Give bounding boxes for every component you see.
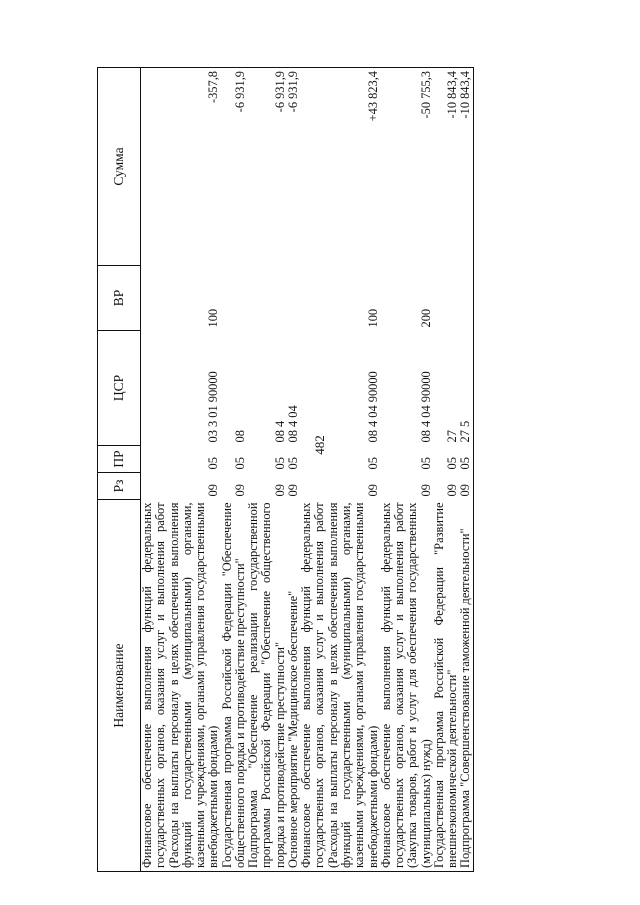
row-sum: -357,8 <box>141 68 221 266</box>
row-vr: 200 <box>418 308 433 328</box>
row-name: Финансовое обеспечение выполнения функций федеральных государственных органов, оказания услуг и выполнения работ (Закупка товаров, работ и услуг для обеспечения государственных (муниципальных) нужд) <box>380 500 433 872</box>
row-vr <box>459 266 473 331</box>
row-csr: 27 <box>445 430 460 443</box>
row-pr: 05 <box>285 457 300 470</box>
header-sum: Сумма <box>98 68 141 266</box>
header-name: Наименование <box>98 500 141 872</box>
row-sum: +43 823,4 <box>300 68 380 266</box>
table-row <box>141 68 221 872</box>
table-row <box>247 68 287 872</box>
row-csr: 08 4 04 <box>285 405 300 443</box>
page-number: 482 <box>312 435 327 455</box>
row-vr <box>247 266 287 331</box>
header-csr: ЦСР <box>98 331 141 446</box>
table-row <box>300 68 380 872</box>
row-pr: 05 <box>365 457 380 470</box>
row-vr: 100 <box>206 308 221 328</box>
table-row <box>433 68 460 872</box>
row-pr: 05 <box>459 446 473 473</box>
row-vr: 100 <box>365 308 380 328</box>
row-name: Финансовое обеспечение выполнения функций федеральных государственных органов, оказания услуг и выполнения работ (Расходы на выплаты персоналу в целях обеспечения выполнения функций государственными (муниципальными) органами, казенными учреждениями, органами управления государственными внебюджетными фондами) <box>300 500 380 872</box>
row-pr: 05 <box>206 457 221 470</box>
table-row <box>221 68 248 872</box>
row-vr <box>287 266 300 331</box>
row-rz: 09 <box>418 484 433 497</box>
row-csr: 03 3 01 90000 <box>206 371 221 443</box>
header-pr: ПР <box>98 446 141 473</box>
row-csr: 08 4 04 90000 <box>418 371 433 443</box>
row-pr: 05 <box>418 457 433 470</box>
row-rz: 09 <box>285 484 300 497</box>
row-sum: -10 843,4 <box>433 68 460 266</box>
row-rz: 09 <box>206 484 221 497</box>
row-pr: 05 <box>232 457 247 470</box>
row-rz: 09 <box>232 484 247 497</box>
row-csr: 08 4 <box>272 420 287 443</box>
row-vr <box>221 266 248 331</box>
row-rz: 09 <box>445 484 460 497</box>
header-vr: ВР <box>98 266 141 331</box>
table-row <box>380 68 433 872</box>
header-rz: Рз <box>98 473 141 500</box>
rotated-table-container <box>97 68 615 872</box>
row-sum: -6 931,9 <box>287 68 300 266</box>
row-rz: 09 <box>365 484 380 497</box>
row-pr: 05 <box>445 457 460 470</box>
row-name: Подпрограмма "Совершенствование таможенной деятельности" <box>459 500 473 872</box>
row-sum: -6 931,9 <box>247 68 287 266</box>
row-rz: 09 <box>272 484 287 497</box>
row-name: Финансовое обеспечение выполнения функций федеральных государственных органов, оказания услуг и выполнения работ (Расходы на выплаты персоналу в целях обеспечения выполнения функций государственными (муниципальными) органами, казенными учреждениями, органами управления государственными внебюджетными фондами) <box>141 500 221 872</box>
budget-table <box>97 67 474 872</box>
table-row <box>287 68 300 872</box>
table-row <box>459 68 473 872</box>
row-name: Государственная программа Российской Федерации "Обеспечение общественного порядка и противодействие преступности" <box>221 500 248 872</box>
row-name: Подпрограмма "Обеспечение реализации государственной программы Российской Федерации "Обеспечение общественного порядка и противодействие преступности" <box>247 500 287 872</box>
table-header-row <box>98 68 141 872</box>
row-csr: 08 4 04 90000 <box>365 371 380 443</box>
row-sum: -50 755,3 <box>380 68 433 266</box>
row-name: Государственная программа Российской Федерации "Развитие внешнеэкономической деятельности" <box>433 500 460 872</box>
row-vr <box>433 266 460 331</box>
row-rz: 09 <box>459 473 473 500</box>
row-name: Основное мероприятие "Медицинское обеспечение" <box>287 500 300 872</box>
row-sum: -10 843,4 <box>459 68 473 266</box>
row-pr: 05 <box>272 457 287 470</box>
row-sum: -6 931,9 <box>221 68 248 266</box>
row-csr: 08 <box>232 430 247 443</box>
row-csr: 27 5 <box>459 331 473 446</box>
